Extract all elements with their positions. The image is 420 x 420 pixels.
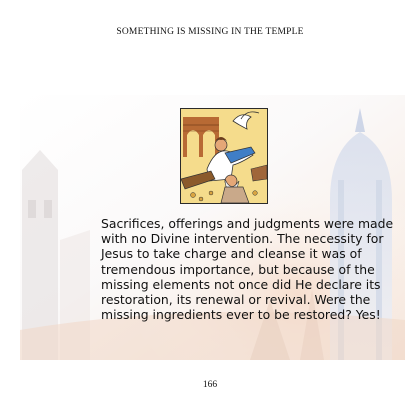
page-number: 166 [202, 380, 218, 390]
body-paragraph: Sacrifices, offerings and judgments were made with no Divine intervention. The necessity for Jesus to take charge and cleanse it was of tremendous importance, but because of the missing elements not once did He declare its restoration, its renewal or revival. Were the missing ingredients ever to be restored? Yes! [101, 216, 394, 323]
running-header-title: SOMETHING IS MISSING IN THE TEMPLE [116, 27, 304, 37]
jesus-cleansing-temple-illustration [180, 108, 268, 204]
